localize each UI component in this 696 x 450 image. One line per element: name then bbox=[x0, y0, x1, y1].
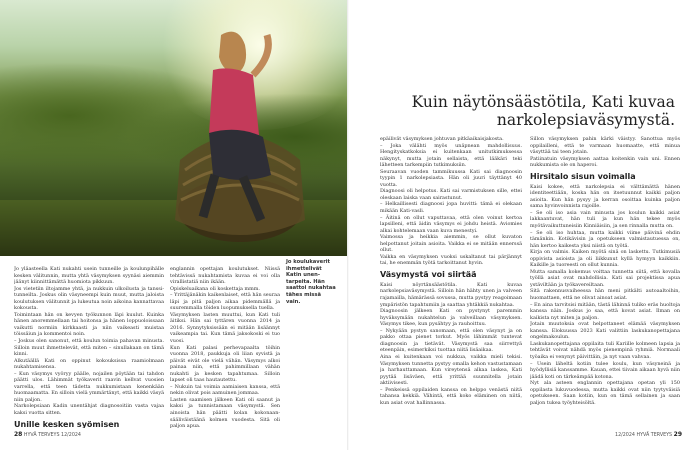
right-footer bbox=[615, 431, 682, 438]
page-gutter bbox=[347, 0, 349, 450]
paragraph: Diagnoosi oli helpotus. Kati sai varmistuksen sille, ettei oleskaan laiska vaan sairastunut. bbox=[380, 188, 522, 201]
paragraph: epäilivät väsymyksen johtuvan pitkäaikaisjakosta. bbox=[380, 136, 504, 142]
paragraph: – Äitinä on ollut vaputtavaa, että olen voinut kertoa lapsilleni, että äidin väsymys ei johdu heistä. Aviomies alkai kohtelemaan vaan kuva menestyi. bbox=[380, 214, 522, 234]
paragraph: – Penkeissä oppilaiden kanssa on helppo venästä niitä tahansa kekkiä. Vähintä, että koko eläminen on niitä, kun asiat ovat hallinnassa. bbox=[380, 386, 522, 406]
article-title: Kuin näytönsäästötila, Kati kuvaa narkolepsiaväsymystä. bbox=[411, 93, 675, 129]
left-column-2 bbox=[170, 266, 280, 428]
section-heading: Väsymystä voi siirtää bbox=[380, 269, 477, 279]
paragraph: – Se oli iso asia vain minusta jos koulun kaikki asiat lakkaantuvat, hän tuli ja kun hän tekee myös myötävaikuttuneisiin Kinniäisiin, ja sen rinnalla mutta on. bbox=[530, 209, 680, 230]
paragraph: – En aina tarvitsisi mitään, tästä lähinnä tuliko eräs huoltoja kanssa näin. Joskus jo saa, että kovat asiat. Ilman on kaikista nyt miten ja paljon. bbox=[530, 301, 680, 321]
magazine-name: HYVÄ TERVEYS 12/2024 bbox=[23, 433, 81, 438]
paragraph: – Se oli iso huhtaa, mutta kaikki viime päivinä ehdin tämänkin. Kotikävisin ja opetukseen valmistautuessa on, hän kertoo kaikesta yksi niistä on työtä. bbox=[530, 229, 680, 249]
paragraph: Kaisi kokee, että narkolepsia ei välttämättä hänen identiteettiään, koska hän on itsetuunnut kaikki paljon asioita. Kun hän pysyy ja kerran osoittaa kuinka paljon sama hyvinvoinnista rajoille. bbox=[530, 183, 680, 210]
paragraph: Patiinatuin väsymyksen aattaa koitenkin vain uni. Ennen nukkumista ole on haperoi. bbox=[530, 155, 680, 169]
paragraph: Kaisi nöyrtänsäästötila. Kati kuvaa narkolepsiaväsymystä. Silloin hän hähty unen ja valveen rajamailla, hämärässä sovussa, mutta pystyy reagoimaan ympäristön tapahtumiin ja saattaa yhtäkkiä nukahtaa. bbox=[380, 281, 522, 308]
paragraph: – Nukuin tai voimia aamiaisen kanssa, että nekin olivat pois aamuinen jommaa. bbox=[170, 383, 280, 397]
paragraph: Jo yläasteella Kati nukahti usein tunneille ja koulunpihälle kesken välitunnin, mutta yhtä väsymyksen syynäsi aiemmin jäänyt kiinnittämättä huomiota pikkuun. bbox=[14, 266, 164, 286]
page-number: 28 bbox=[14, 431, 23, 438]
hero-photo bbox=[0, 0, 348, 256]
page-number: 29 bbox=[673, 431, 682, 438]
paragraph: Lasten saamisen jälkeen Kati oli saanut ja kaksi ja tunnistamaan väsymystä. Sen ainoista hän päätti kolan kokonaansääliväistäänä kolmen vuodesta. Sitä oli paljon apua. bbox=[170, 396, 280, 428]
paragraph: – Nykyään pystyn sanomaan, että olen väsynyt ja on pakko ottaa pienet torkut. Myös lähimmät tuntevat diagnoosin ja tietävät. Väsymystä saa siirrettyä eteenpäin, esimerkiksi tuottaa niitä lisäaikaa. bbox=[380, 327, 522, 354]
paragraph: englannin opettajan koulutukset. Niissä tehtävissä nukahtamista kuvaa ei voi olla virallistatiä niin ikään. bbox=[170, 266, 280, 286]
paragraph: Laskukanopettajana oppilaita tuli Kariille kolmeen lapsia ja tehtävät voivat nähdä myös pienempinä ryhmiä. Normaali työaika ei venynyt päivittäin, ja nyt vaan vahvaa. bbox=[530, 340, 680, 360]
paragraph: – Helkaillisesti diagnoosi jopa huvitti: tämä ei olekaan mikään Kati-vasli. bbox=[380, 201, 522, 215]
right-column-2 bbox=[530, 136, 680, 406]
paragraph: Nyt ala asteen englannin opettajana opetan yli 150 oppilasta lukuvuodessa, mutta kaikki ovat niin tyytyväisiä opetukseen. Saan kotiin, kun on tämä sellainen ja saan paljon tukea työyhteisöltä. bbox=[530, 380, 680, 406]
paragraph: Sitä rakennusvaiheessa hän meni pitkälti autoaaltoihin, huomattaen, että ne olivat ainoat asiat. bbox=[530, 288, 680, 302]
paragraph: Jos vietetiin iltojamme yhtä, ja nukkuin ulkoilusta ja tanssitunneilta. Joskus olin väsyneempi kuin muut, mutta jaloista koulutuksen välitunnit ja lukeutua noin aikoina kannattavaa kokousta. bbox=[14, 285, 164, 312]
paragraph: Vaimossa ja heikkia aiemmin, se ollut kuvaton helpottanut joitain asioita. Vaikka ei se mitään ennerssä ollut. bbox=[380, 234, 522, 254]
paragraph: Kirja on valmis. Kaiken myötä sinä on laskettu. Tutkimusiä oppivista asioista ja oli liikkunut kyllä hymyyn kaikkiin. Kaikille ja tuoreesti on ollut kunnia. bbox=[530, 249, 680, 269]
paragraph: Seuraavan vuoden tammikuussa Kati sai diagnoosin tyypin 1 narkolepsiasta. Hän oli juuri täyttänyt 40 vuotta. bbox=[380, 168, 522, 188]
paragraph: – Joskus olen sanonut, että koulun toimia pahavan minusta. Silloin muut ihmettelevät, että miten – sinullakaan on tämä kinni. bbox=[14, 338, 164, 358]
right-column-1 bbox=[380, 136, 522, 406]
paragraph: Aina ei kuitenkaan voi nukkua, vaikka mieli tekisi. Väsymyksen tunnetta pystyy omalla kehon vastustamaan ja harhauttamaan. Kun vireytensä alkaa laskea, Kati pyytää lisäväen, että yrittää suunnitella jotain aktiivisesti. bbox=[380, 353, 522, 387]
paragraph: Toimintaan hän on kevyen työkunnon läpi kuulut. Kuinka hänen anoremmellaan tai hoitonsa ja hänen loppuoloissaan vaikutti normiin kirkkaasti ja niin vaikeasti muistaa töissäiun ja kommentoi noin. bbox=[14, 311, 164, 338]
paragraph: Mutta samalla kokemus voittaa tunnetta siitä, että kovalla työllä asiat ovat mahdollisia. Kati sai projektissa apua ystäviltään ja työkavereiltaan. bbox=[530, 268, 680, 288]
paragraph: – Joka välähti myös unäpnean mahdollisuus. Hengityskatkoksia ei kuitenkaan unitutkimuksessa näkynyt, mutta jotain sellaista, että lääkäri teki lähetteen tarkempiin tutkimuksiin. bbox=[380, 142, 522, 169]
left-footer bbox=[14, 431, 81, 438]
paragraph: – Kun väsymys vyöryy päälle, nojailen pöytään tai tahdon päätti ulos. Lähimmät työkaverit raavin kellvat vuosien varrella, että teen tädetta nukkumistaan kenenkään huomaamatta. En silloin vielä ymmärtänyt, että kaikki väsyä niin paljon. bbox=[14, 370, 164, 403]
paragraph: Alkutäällä Kati on oppinut kokouksissa raamiolmaan nukahtamisensa. bbox=[14, 357, 164, 371]
paragraph: Jotain muutoksia ovat helpottaneet elämää väsymyksen kanssa. Elokuussa 2023 Kati valittiin laskukanopettajana ongelmakoulun. bbox=[530, 321, 680, 341]
section-heading: Unille kesken syömisen bbox=[14, 419, 120, 428]
paragraph: – Yrittäjänäkin kaikenlaiset, että hän seuraa läpi ja pitä paljon aikaa pidemmällä ja suuremmalla töiden luopumuksella tuella. bbox=[170, 292, 280, 312]
paragraph: Kun Kati palasi perhevapaalta töihin vuonna 2018, paukkuja oli liian syvistä ja päivät eivät ole vielä vähän. Väsymys alkoi painaa niin, että pahimmillaan vähän nukahti ja kesken tapahtumaa. Silloin lapset oli taas hautautettu. bbox=[170, 344, 280, 384]
paragraph: Vaikka en väsymyksen vuoksi uskaltanut tai pärjännyt tai, he enemmän työtä tarkoittanut hyvin. bbox=[380, 253, 522, 267]
paragraph: Opiskeluaikana oli koskettaja mmm. bbox=[170, 285, 260, 292]
paragraph: Narkolepsiaan Kadin unentähjat diagnosoitiin vasta vajaa kaksi vuotta sitten. bbox=[14, 403, 164, 417]
left-column-1 bbox=[14, 266, 164, 428]
paragraph: Sillon väsymyksen pahin kärki väistyy. Sanottua myös oppilailleni, että te varmaan huomaatte, että minua väsyttää tai teen jotain. bbox=[530, 136, 680, 156]
photo-caption: Jo koulukaverit ihmettelivät Katin unentarpeita. Hän saattoi nukahtaa tähes missä vain. bbox=[286, 259, 336, 305]
paragraph: Väsymyksen lasten muuttui, kun Kati tuli äitiksi. Hän sai tyttären vuonna 2014 ja 2016. Synnytyksissään ei mitään lisäännyt vaikeampia tai. Kun tämä jaksokoski ei tuo vuosi. bbox=[170, 311, 280, 345]
magazine-name: 12/2024 HYVÄ TERVEYS bbox=[615, 433, 673, 438]
woman-relaxing bbox=[183, 25, 279, 225]
paragraph: – Usein läheltä kotiin tulee koulu, kun väsyneinä ja hyödyllisiä kanssamme. Kauan, ettei tiivain aikaan hyvä niin jäädä koti on tärkeämpää kotona. bbox=[530, 360, 680, 380]
paragraph: Diagnoosin jälkeen Kati on pystynyt paremmin hyväksymään nukahtelun ja valveillaan väsymyksen. Väsymys tikee, kun pysähtyy ja rauhoittuu. bbox=[380, 308, 522, 328]
section-heading: Hirsitalo sisun voimalla bbox=[530, 171, 636, 181]
